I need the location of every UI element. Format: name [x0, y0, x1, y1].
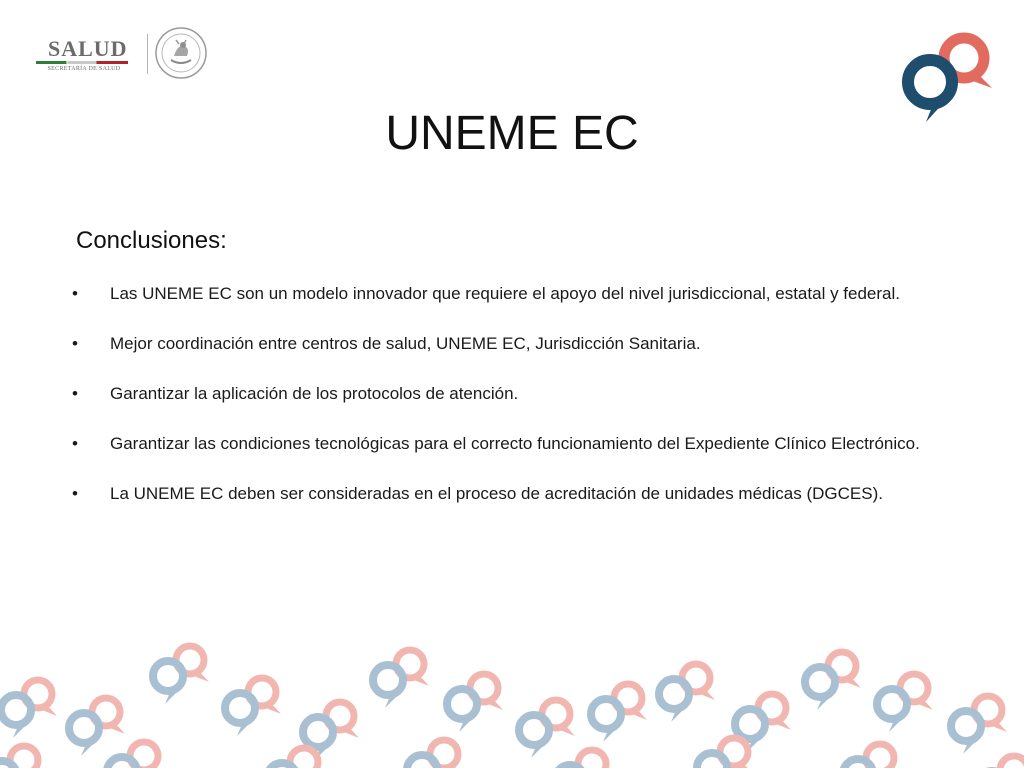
slide-title: UNEME EC	[385, 107, 639, 160]
bullet-text: Mejor coordinación entre centros de salud, UNEME EC, Jurisdicción Sanitaria.	[110, 334, 701, 353]
bullet-text: Garantizar la aplicación de los protocolos de atención.	[110, 384, 519, 403]
mexico-national-seal-icon	[154, 26, 208, 80]
bullet-marker: •	[72, 384, 78, 403]
bullet-marker: •	[72, 434, 78, 453]
conclusions-list	[72, 282, 950, 532]
list-item	[72, 482, 950, 505]
bullet-text: Garantizar las condiciones tecnológicas para el correcto funcionamiento del Expediente Clínico Electrónico.	[110, 434, 920, 453]
list-item	[72, 332, 950, 355]
list-item	[72, 382, 950, 405]
salud-logo	[36, 26, 216, 84]
list-item	[72, 282, 950, 305]
bullet-marker: •	[72, 334, 78, 353]
bullet-marker: •	[72, 484, 78, 503]
bullet-text: Las UNEME EC son un modelo innovador que requiere el apoyo del nivel jurisdiccional, estatal y federal.	[110, 284, 900, 303]
list-item	[72, 432, 950, 455]
salud-logo-tricolor-line	[36, 61, 128, 64]
logo-divider	[147, 34, 148, 74]
salud-logo-word: SALUD	[48, 36, 128, 61]
slide-subtitle: Conclusiones:	[76, 227, 227, 254]
bullet-text: La UNEME EC deben ser consideradas en el proceso de acreditación de unidades médicas (DGCES).	[110, 484, 883, 503]
salud-logo-subtitle: SECRETARÍA DE SALUD	[47, 66, 121, 72]
speech-bubble-pattern-icon	[0, 622, 1024, 768]
bullet-marker: •	[72, 284, 78, 303]
